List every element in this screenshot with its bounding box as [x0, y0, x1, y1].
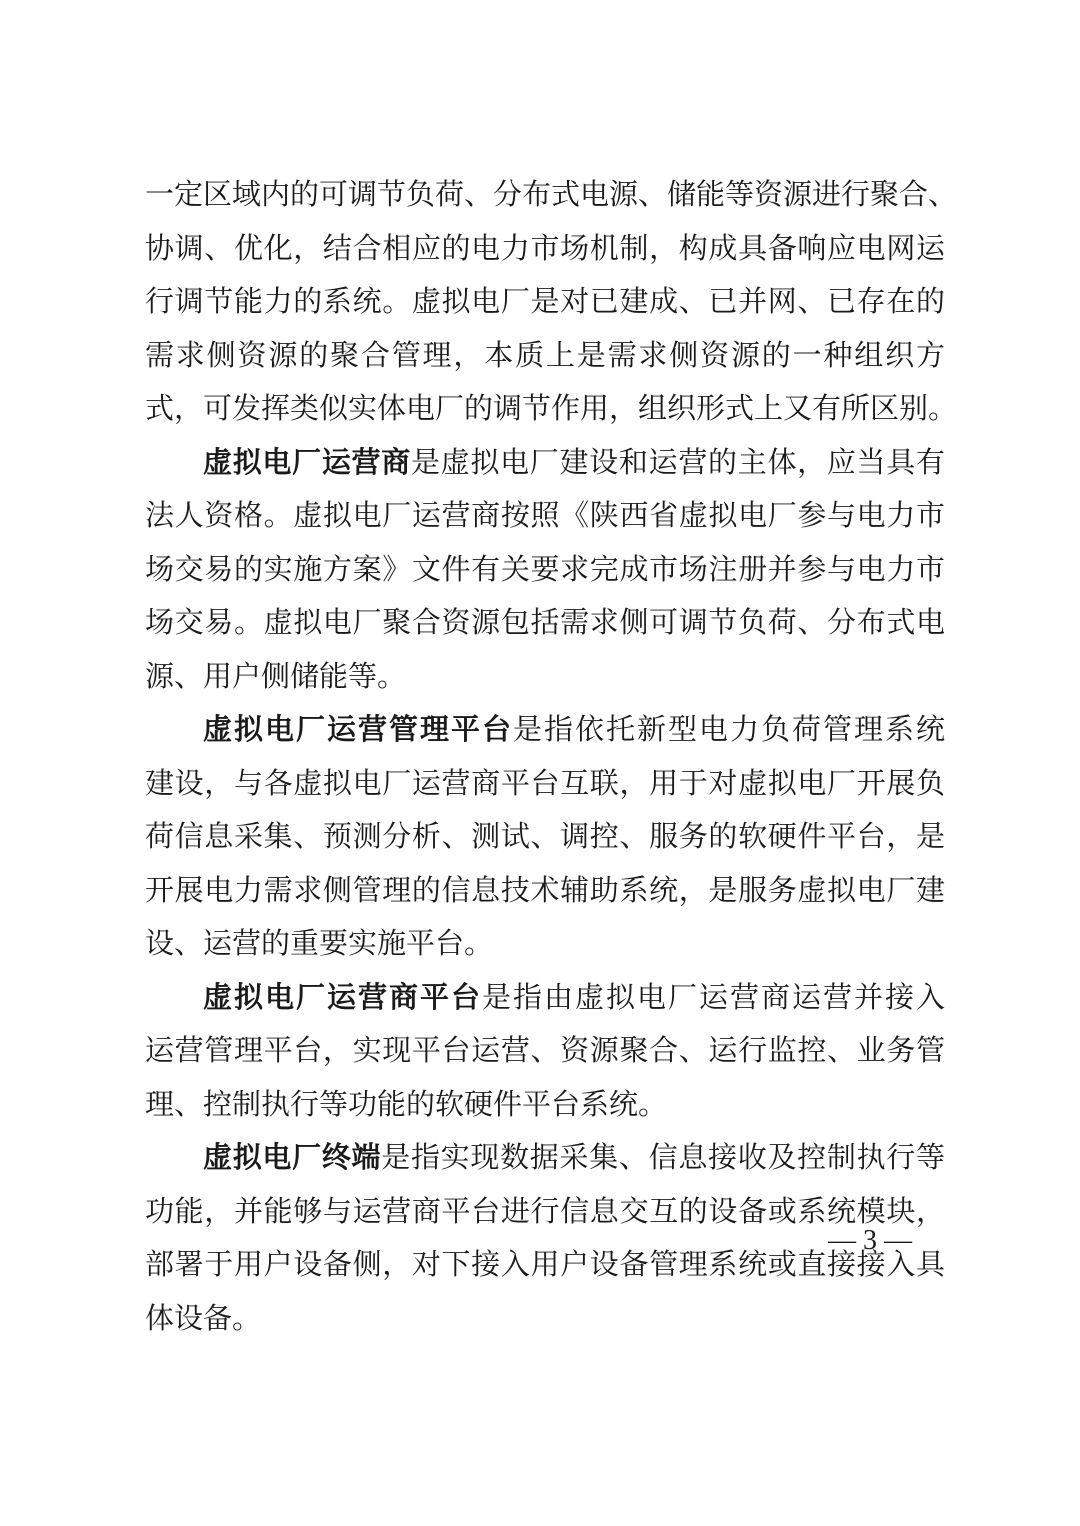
document-body	[145, 168, 958, 1345]
paragraph-operator-definition	[145, 436, 945, 704]
text-line	[145, 1131, 945, 1185]
defined-term: 虚拟电厂终端	[203, 1140, 382, 1174]
text-line: 协调、优化，结合相应的电力市场机制，构成具备响应电网运	[145, 230, 945, 265]
paragraph-virtual-power-plant-definition	[145, 168, 958, 436]
line-text: 是虚拟电厂建设和运营的主体，应当具有	[410, 444, 945, 479]
text-line: 式，可发挥类似实体电厂的调节作用，组织形式上又有所区别。	[145, 391, 958, 425]
text-line	[145, 703, 945, 757]
line-text: 是指由虚拟电厂运营商运营并接入	[482, 979, 945, 1014]
text-line: 场交易的实施方案》文件有关要求完成市场注册并参与电力市	[145, 551, 945, 586]
text-line: 开展电力需求侧管理的信息技术辅助系统，是服务虚拟电厂建	[145, 872, 945, 907]
text-line: 场交易。虚拟电厂聚合资源包括需求侧可调节负荷、分布式电	[145, 605, 945, 639]
text-line: 设、运营的重要实施平台。	[145, 926, 494, 960]
text-line: 建设，与各虚拟电厂运营商平台互联，用于对虚拟电厂开展负	[145, 765, 945, 800]
paragraph-management-platform-definition	[145, 703, 945, 971]
line-text: 是指依托新型电力负荷管理系统	[513, 712, 945, 746]
defined-term: 虚拟电厂运营商平台	[203, 979, 482, 1014]
line-text: 是指实现数据采集、信息接收及控制执行等	[381, 1140, 945, 1174]
text-line: 理、控制执行等功能的软硬件平台系统。	[145, 1086, 668, 1121]
text-line	[145, 436, 945, 490]
text-line	[145, 971, 945, 1025]
page-number: — 3 —	[828, 1225, 912, 1256]
text-line: 功能，并能够与运营商平台进行信息交互的设备或系统模块，	[145, 1193, 945, 1228]
text-line: 法人资格。虚拟电厂运营商按照《陕西省虚拟电厂参与电力市	[145, 498, 945, 532]
text-line: 部署于用户设备侧，对下接入用户设备管理系统或直接接入具	[145, 1247, 945, 1281]
text-line: 荷信息采集、预测分析、测试、调控、服务的软硬件平台，是	[145, 819, 945, 853]
text-line: 一定区域内的可调节负荷、分布式电源、储能等资源进行聚合、	[145, 177, 958, 211]
text-line: 需求侧资源的聚合管理，本质上是需求侧资源的一种组织方	[145, 337, 945, 372]
text-line: 体设备。	[145, 1300, 262, 1335]
defined-term: 虚拟电厂运营管理平台	[203, 712, 513, 746]
text-line: 行调节能力的系统。虚拟电厂是对已建成、已并网、已存在的	[145, 284, 945, 318]
text-line: 源、用户侧储能等。	[145, 658, 407, 693]
defined-term: 虚拟电厂运营商	[203, 444, 411, 479]
paragraph-operator-platform-definition	[145, 971, 945, 1132]
text-line: 运营管理平台，实现平台运营、资源聚合、运行监控、业务管	[145, 1033, 945, 1067]
